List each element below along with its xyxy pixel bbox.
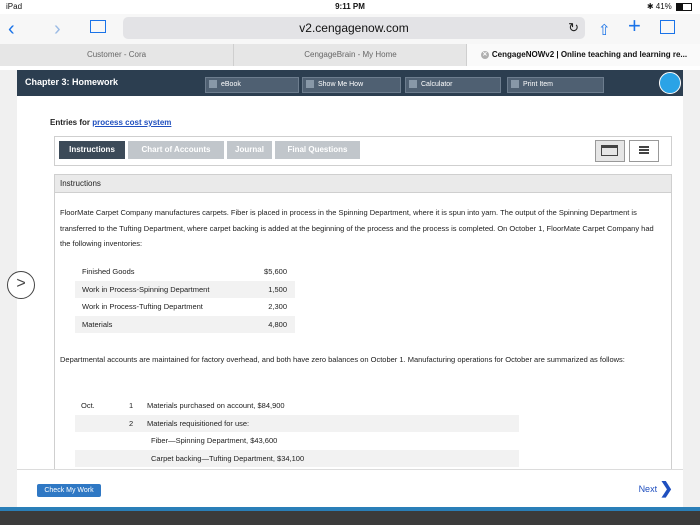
inventory-amount: 1,500 — [268, 284, 287, 294]
print-item-button[interactable] — [507, 77, 604, 93]
tab-journal[interactable]: Journal — [227, 141, 272, 159]
bottom-bar — [17, 469, 683, 508]
new-tab-icon[interactable]: + — [628, 13, 641, 38]
ebook-icon — [209, 80, 217, 88]
table-row — [75, 263, 295, 281]
entries-prefix: Entries for — [50, 118, 91, 127]
inventory-amount: 4,800 — [268, 319, 287, 329]
help-icon[interactable] — [659, 72, 681, 94]
list-icon — [639, 146, 649, 148]
close-tab-icon[interactable]: ✕ — [482, 51, 488, 58]
chapter-header — [17, 70, 683, 96]
entries-heading — [50, 118, 171, 127]
browser-toolbar — [0, 14, 700, 44]
inventory-name: Finished Goods — [82, 267, 135, 276]
single-view-button[interactable] — [595, 140, 625, 162]
op-text: Materials purchased on account, $84,900 — [147, 401, 285, 410]
calculator-label: Calculator — [421, 81, 453, 88]
next-label: Next — [638, 484, 658, 494]
clock: 9:11 PM — [335, 2, 365, 11]
status-bar — [0, 0, 700, 14]
inventory-name: Work in Process-Spinning Department — [82, 284, 210, 294]
next-button[interactable] — [639, 480, 673, 499]
window-icon — [601, 145, 618, 156]
inventory-amount: 2,300 — [268, 302, 287, 311]
address-bar[interactable] — [123, 17, 585, 39]
show-me-how-label: Show Me How — [318, 81, 364, 88]
ebook-button[interactable] — [205, 77, 299, 93]
tab-chart-of-accounts[interactable]: Chart of Accounts — [128, 141, 224, 159]
footer-accent — [0, 507, 700, 511]
tab-instructions[interactable]: Instructions — [59, 141, 125, 159]
calculator-button[interactable] — [405, 77, 501, 93]
tab-final-questions[interactable]: Final Questions — [275, 141, 360, 159]
reload-icon[interactable]: ↻ — [568, 20, 579, 35]
show-me-how-button[interactable] — [302, 77, 401, 93]
chevron-right-icon: ❯ — [659, 480, 673, 498]
tab-cengagebrain[interactable]: CengageBrain - My Home — [233, 44, 467, 66]
inventory-name: Work in Process-Tufting Department — [82, 302, 203, 311]
instructions-header — [55, 175, 671, 193]
calculator-icon — [409, 80, 417, 88]
table-row — [75, 316, 295, 334]
table-row — [75, 450, 519, 468]
op-month: Oct. — [81, 401, 95, 410]
instructions-paragraph-1: FloorMate Carpet Company manufactures carpets. Fiber is placed in process in the Spinning Department, where it is spun into yarn. The output of the Spinning Department is transferred to the Tufting Department, where carpet backing is added at the beginning of the process and the process is completed. On October 1, FloorMate Carpet Company had the following inventories: — [60, 208, 654, 248]
battery-percent: 41% — [655, 2, 672, 11]
table-row — [75, 397, 519, 415]
battery-icon — [676, 3, 692, 11]
battery-indicator — [647, 2, 692, 11]
op-text: Fiber—Spinning Department, $43,600 — [151, 436, 278, 445]
url-text: v2.cengagenow.com — [299, 21, 409, 35]
print-icon — [511, 80, 519, 88]
inventory-name: Materials — [82, 319, 113, 329]
bluetooth-icon: ✱ — [646, 2, 654, 11]
split-view-button[interactable] — [629, 140, 659, 162]
instructions-paragraph-2: Departmental accounts are maintained for factory overhead, and both have zero balances on October 1. Manufacturing operations for October are summarized as follows: — [60, 355, 625, 364]
check-my-work-button[interactable]: Check My Work — [37, 484, 101, 497]
tabs-icon[interactable] — [660, 20, 675, 34]
chapter-title: Chapter 3: Homework — [25, 77, 119, 87]
tab-cengagenow-label: CengageNOWv2 | Online teaching and learning re... — [491, 50, 688, 59]
table-row — [75, 432, 519, 450]
op-day: 2 — [129, 418, 134, 428]
ebook-label: eBook — [221, 81, 241, 88]
video-icon — [306, 80, 314, 88]
tab-customer[interactable]: Customer - Cora — [86, 50, 147, 59]
instructions-header-label: Instructions — [60, 179, 101, 188]
expand-panel-icon[interactable]: > — [7, 271, 35, 299]
process-cost-system-link[interactable]: process cost system — [92, 118, 172, 127]
table-row — [75, 415, 519, 433]
assignment-subtabs — [54, 136, 672, 166]
instructions-panel[interactable] — [54, 174, 672, 471]
bookmarks-icon[interactable] — [90, 20, 106, 33]
share-icon[interactable]: ⇧ — [598, 22, 611, 39]
page-content — [0, 66, 700, 525]
op-text: Carpet backing—Tufting Department, $34,100 — [151, 453, 305, 463]
page-footer — [0, 507, 700, 525]
back-icon[interactable]: ‹ — [8, 18, 15, 40]
print-item-label: Print Item — [523, 81, 553, 88]
table-row — [75, 281, 295, 299]
inventory-table — [75, 263, 295, 333]
operations-table — [75, 397, 519, 467]
inventory-amount: $5,600 — [264, 267, 287, 276]
op-text: Materials requisitioned for use: — [147, 418, 250, 428]
forward-icon[interactable]: › — [54, 18, 61, 40]
op-day: 1 — [129, 401, 134, 410]
table-row — [75, 298, 295, 316]
tab-cengagenow[interactable] — [466, 44, 700, 66]
browser-tab-strip — [0, 44, 700, 67]
device-label: iPad — [6, 2, 23, 11]
right-gutter — [683, 70, 700, 514]
